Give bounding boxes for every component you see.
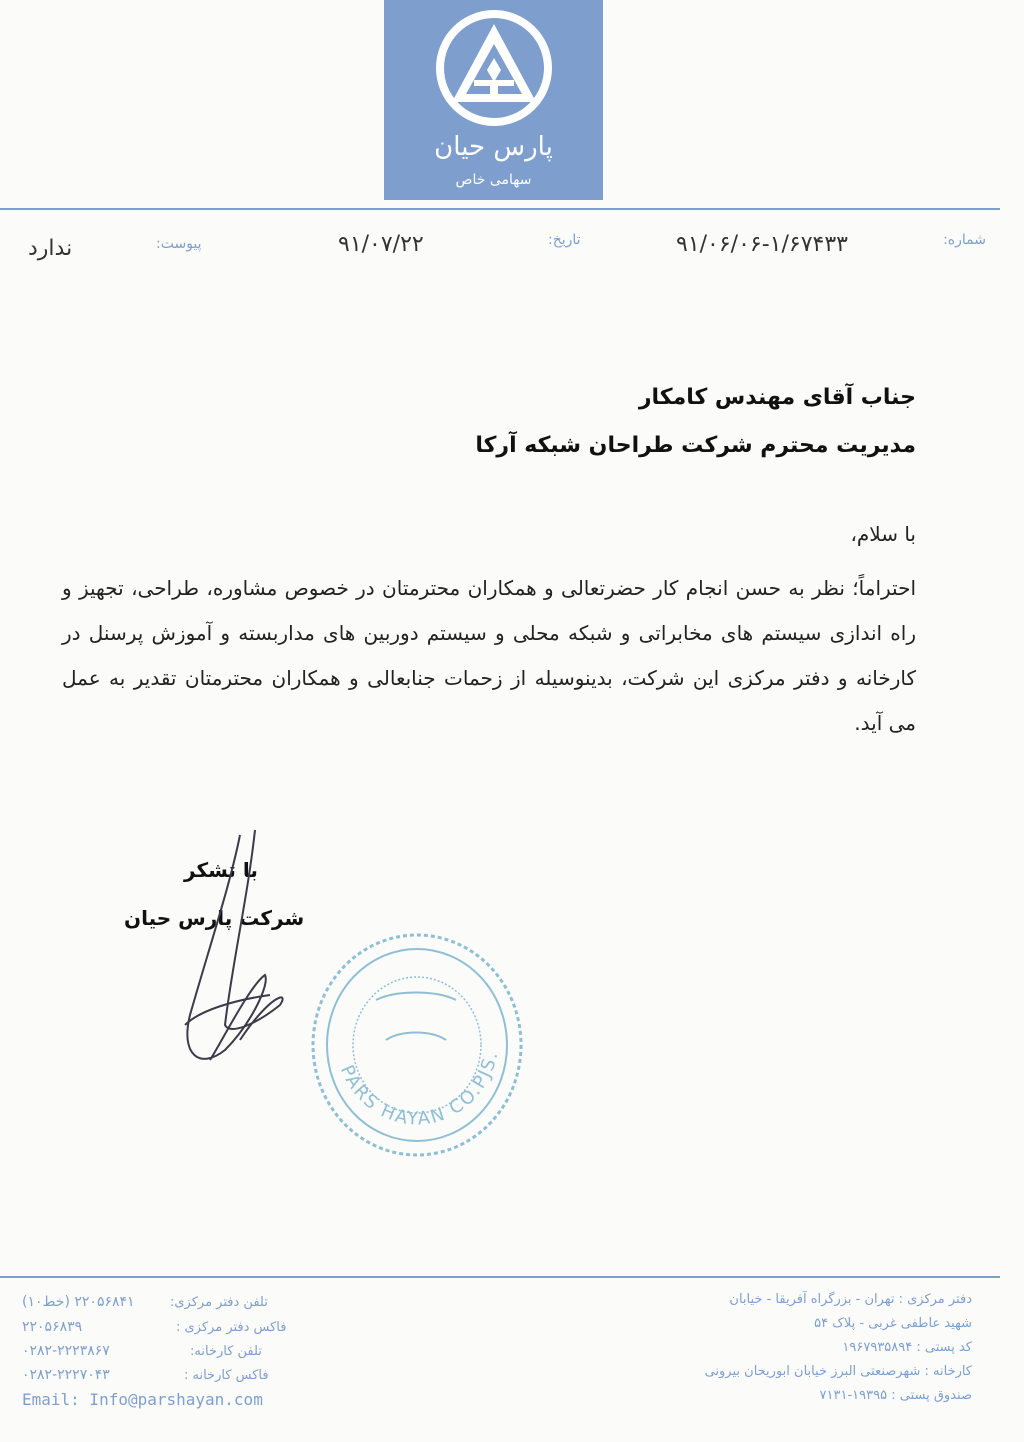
address-line-2: شهید عاطفی غربی - پلاک ۵۴: [814, 1316, 972, 1331]
signature: [170, 825, 300, 1085]
address-line-3: کد پستی : ۱۹۶۷۹۳۵۸۹۴: [842, 1340, 972, 1355]
factory-phone-label: تلفن کارخانه:: [190, 1344, 262, 1359]
recipient-company: مدیریت محترم شرکت طراحان شبکه آرکا: [475, 433, 916, 458]
office-phone-value: (۱۰خط) ۲۲۰۵۶۸۴۱: [22, 1294, 135, 1310]
address-line-1: دفتر مرکزی : تهران - بزرگراه آفریقا - خیابان: [729, 1292, 972, 1307]
office-fax-label: فاکس دفتر مرکزی :: [176, 1320, 287, 1335]
office-fax-value: ۲۲۰۵۶۸۳۹: [22, 1319, 83, 1335]
address-line-4: کارخانه : شهرصنعتی البرز خیابان ابوریحان بیرونی: [704, 1364, 972, 1379]
factory-phone-value: ۰۲۸۲-۲۲۲۳۸۶۷: [22, 1343, 110, 1359]
date-value: ۹۱/۰۷/۲۲: [338, 232, 424, 257]
header-divider: [0, 208, 1000, 210]
factory-fax-value: ۰۲۸۲-۲۲۲۷۰۴۳: [22, 1367, 110, 1383]
company-type-logo: سهامی خاص: [455, 172, 532, 188]
company-stamp: [306, 930, 528, 1160]
pars-hayan-emblem-icon: [424, 2, 564, 132]
factory-fax-label: فاکس کارخانه :: [184, 1368, 269, 1383]
greeting: با سلام،: [850, 522, 916, 546]
date-label: تاریخ:: [548, 232, 581, 248]
attachment-label: پیوست:: [156, 236, 202, 252]
attachment-value: ندارد: [28, 236, 73, 261]
letter-body: احتراماً؛ نظر به حسن انجام کار حضرتعالی و همکاران محترمتان در خصوص مشاوره، طراحی، تجهیز و راه اندازی سیستم های مخابراتی و شبکه محلی و سیستم دوربین های مداربسته و آموزش پرسنل در کارخانه و دفتر مرکزی این شرکت، بدینوسیله از زحمات جنابعالی و همکاران محترمتان تقدیر به عمل می آید.: [62, 576, 916, 735]
footer-divider: [0, 1276, 1000, 1278]
company-logo: [384, 0, 603, 200]
address-line-5: صندوق پستی : ۱۹۳۹۵-۷۱۳۱: [819, 1388, 972, 1403]
recipient-name: جناب آقای مهندس کامکار: [638, 385, 916, 410]
closing-thanks: با تشکر: [184, 858, 258, 882]
office-phone-label: تلفن دفتر مرکزی:: [170, 1295, 268, 1310]
company-name-logo: پارس حیان: [434, 132, 553, 162]
closing-company: شرکت پارس حیان: [124, 906, 305, 930]
email-address[interactable]: Email: Info@parshayan.com: [22, 1390, 263, 1409]
number-label: شماره:: [943, 232, 986, 248]
stamp-text: PARS HAYAN CO.PJS.: [335, 1048, 503, 1130]
number-value: ۹۱/۰۶/۰۶-۱/۶۷۴۳۳: [676, 232, 848, 257]
svg-text:PARS HAYAN CO.PJS.: [336, 1048, 503, 1129]
